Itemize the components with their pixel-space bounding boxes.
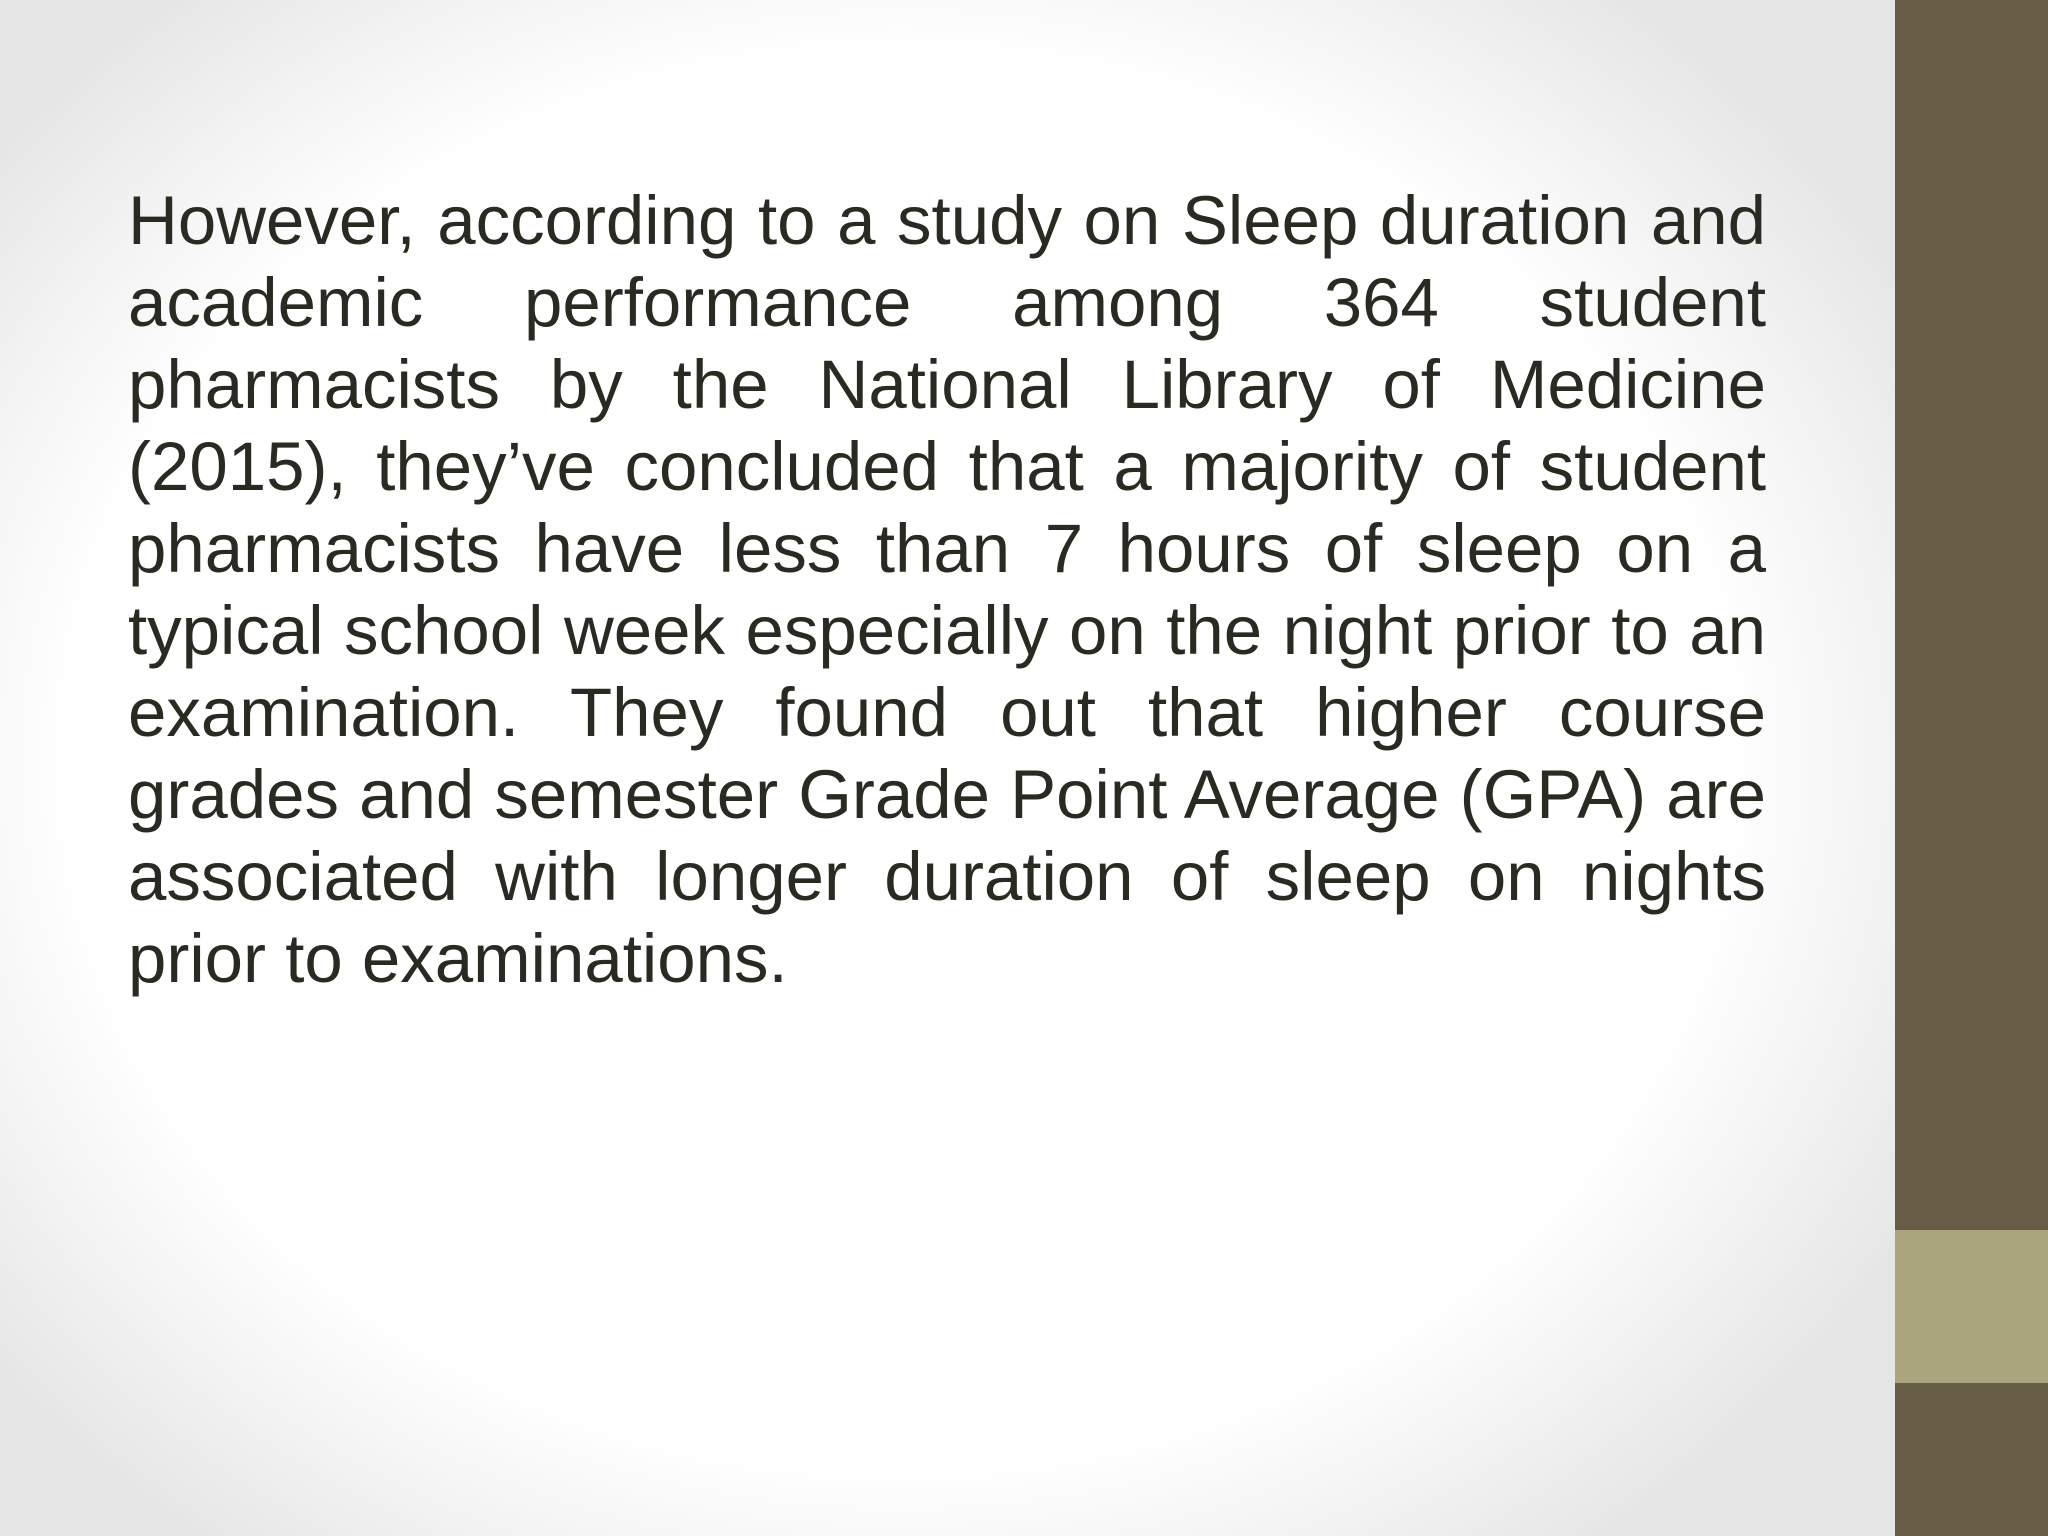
decorative-side-accent: [1895, 1230, 2048, 1383]
slide-body-text: However, according to a study on Sleep duration and academic performance among 364 student pharmacists by the National Library of Medicine (2015), they’ve concluded that a majority of student pharmacists have less than 7 hours of sleep on a typical school week especially on the night prior to an examination. They found out that higher course grades and semester Grade Point Average (GPA) are associated with longer duration of sleep on nights prior to examinations.: [128, 182, 1766, 997]
